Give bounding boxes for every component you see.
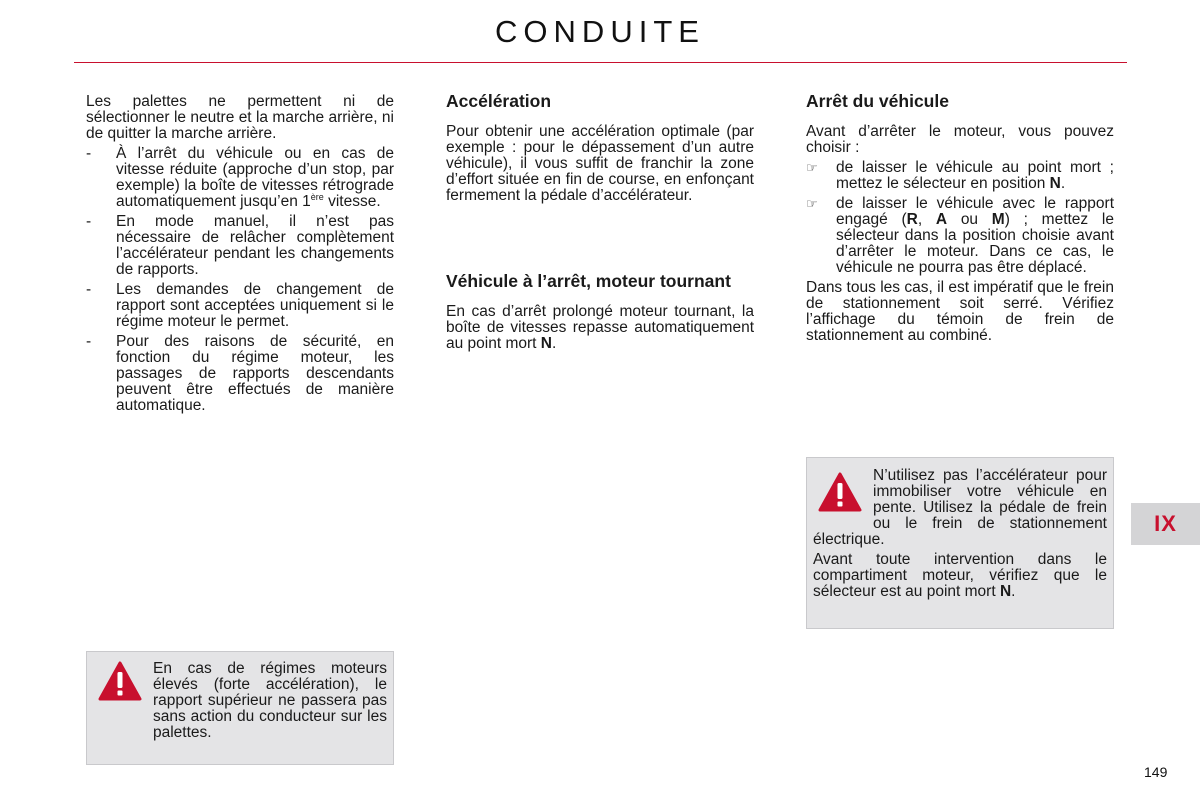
- section-heading-vehicle-stop: Arrêt du véhicule: [806, 91, 949, 111]
- warning-text: Avant toute intervention dans le compartiment moteur, vérifiez que le sélecteur est au point mort N.: [813, 551, 1107, 600]
- section-heading-acceleration: Accélération: [446, 91, 552, 111]
- chapter-tab[interactable]: IX: [1131, 503, 1200, 545]
- list-item: - À l’arrêt du véhicule ou en cas de vitesse réduite (approche d’un stop, par exemple) la boîte de vitesses rétrograde automatiquement jusqu’en 1ère vitesse.: [86, 145, 394, 210]
- warning-text: En cas de régimes moteurs élevés (forte accélération), le rapport supérieur ne passera pas sans action du conducteur sur les palettes.: [153, 660, 387, 741]
- list-item: - Pour des raisons de sécurité, en fonction du régime moteur, les passages de rapports descendants peuvent être effectués de manière automatique.: [86, 333, 394, 414]
- warning-triangle-icon: [818, 472, 862, 512]
- warning-box-accelerator: [806, 457, 1114, 629]
- pointing-hand-icon: ☞: [806, 160, 818, 175]
- acceleration-text: Pour obtenir une accélération optimale (par exemple : pour le dépassement d’un autre véhicule), il vous suffit de franchir la zone d’effort située en fin de course, en enfonçant fermement la pédale d’accélérateur.: [446, 123, 754, 204]
- dash-bullet: -: [86, 213, 92, 230]
- warning-box-palettes: [86, 651, 394, 765]
- list-item: - Les demandes de changement de rapport sont acceptées uniquement si le régime moteur le permet.: [86, 281, 394, 330]
- dash-bullet: -: [86, 281, 92, 298]
- page-title: CONDUITE: [495, 14, 705, 49]
- vehicle-stop-options: [806, 160, 1114, 276]
- dash-bullet: -: [86, 145, 92, 162]
- left-bullet-list: [86, 146, 394, 414]
- stopped-running-text: En cas d’arrêt prolongé moteur tournant, la boîte de vitesses repasse automatiquement au point mort N.: [446, 303, 754, 352]
- right-column: [806, 92, 1114, 348]
- list-item: ☞ de laisser le véhicule avec le rapport engagé (R, A ou M) ; mettez le sélecteur dans la position choisie avant d’arrêter le moteur. Dans ce cas, le véhicule ne pourra pas être déplacé.: [806, 195, 1114, 276]
- warning-triangle-icon: [98, 661, 142, 701]
- warning-text: N’utilisez pas l’accélérateur pour immobiliser votre véhicule en pente. Utilisez la pédale de frein ou le frein de stationnement électrique.: [813, 467, 1107, 548]
- title-divider: [74, 62, 1127, 63]
- list-item: - En mode manuel, il n’est pas nécessaire de relâcher complètement l’accélérateur pendant les changements de rapports.: [86, 213, 394, 278]
- left-intro: Les palettes ne permettent ni de sélectionner le neutre et la marche arrière, ni de quitter la marche arrière.: [86, 93, 394, 142]
- vehicle-stop-intro: Avant d’arrêter le moteur, vous pouvez choisir :: [806, 123, 1114, 156]
- left-column: [86, 94, 394, 418]
- dash-bullet: -: [86, 333, 92, 350]
- page-number: 149: [1144, 764, 1168, 780]
- list-item: ☞ de laisser le véhicule au point mort ; mettez le sélecteur en position N.: [806, 159, 1114, 192]
- middle-column: [446, 92, 754, 356]
- section-heading-stopped-running: Véhicule à l’arrêt, moteur tournant: [446, 271, 731, 291]
- vehicle-stop-closing: Dans tous les cas, il est impératif que le frein de stationnement soit serré. Vérifiez l’affichage du témoin de frein de stationnement au combiné.: [806, 279, 1114, 344]
- pointing-hand-icon: ☞: [806, 196, 818, 211]
